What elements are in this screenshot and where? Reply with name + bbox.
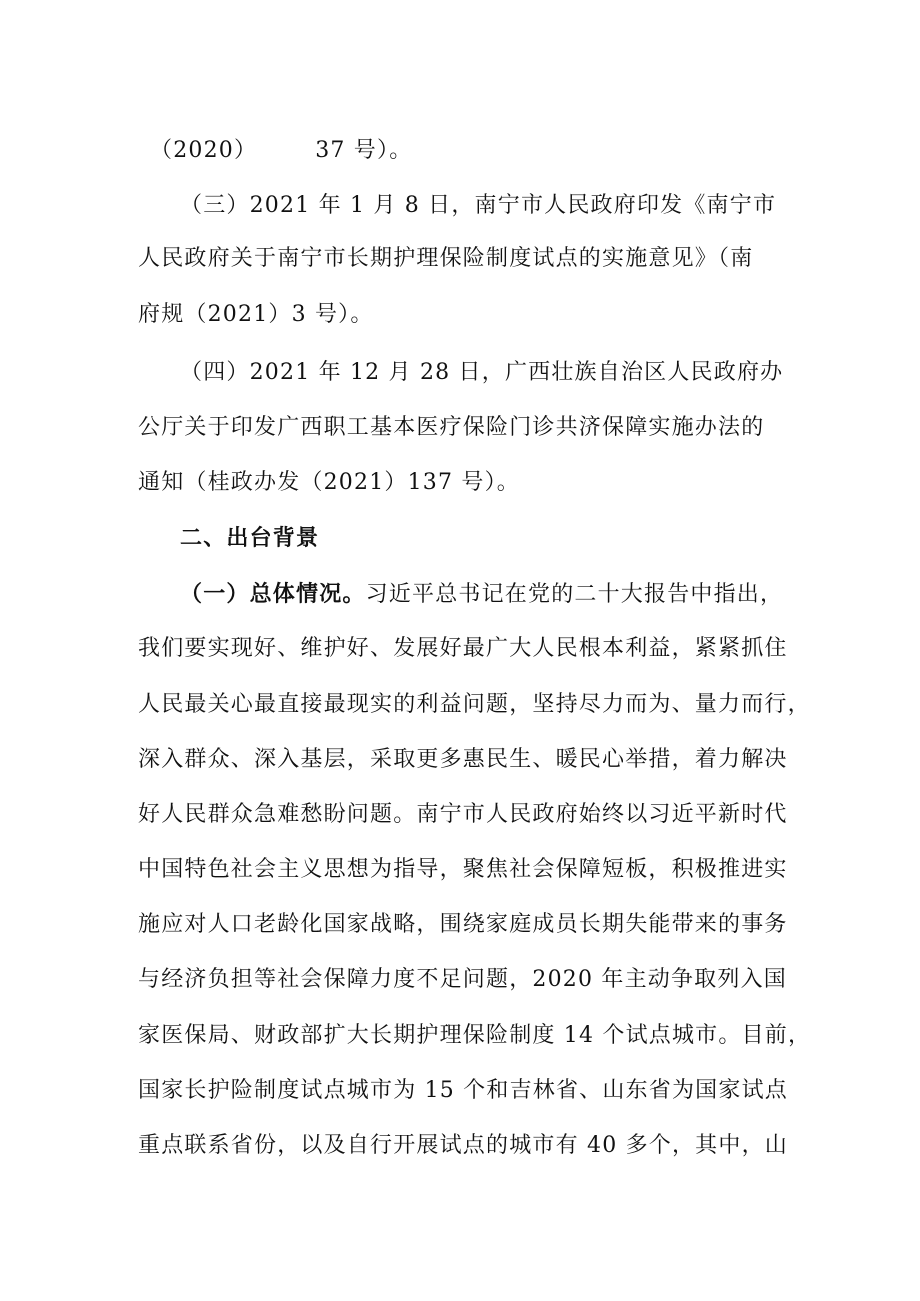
paragraph-line: 好人民群众急难愁盼问题。南宁市人民政府始终以习近平新时代 — [138, 802, 788, 827]
paragraph-line: （四）2021 年 12 月 28 日，广西壮族自治区人民政府办 — [180, 360, 784, 385]
paragraph-line: （三）2021 年 1 月 8 日，南宁市人民政府印发《南宁市 — [180, 193, 777, 218]
paragraph-line: 国家长护险制度试点城市为 15 个和吉林省、山东省为国家试点 — [138, 1078, 788, 1103]
subsection-title: （一）总体情况。 — [180, 581, 366, 607]
paragraph-line: 人民政府关于南宁市长期护理保险制度试点的实施意见》（南 — [138, 246, 754, 271]
paragraph-line: 通知（桂政办发（2021）137 号）。 — [138, 470, 520, 495]
paragraph-line — [150, 136, 412, 166]
paragraph-line: 家医保局、财政部扩大长期护理保险制度 14 个试点城市。目前， — [138, 1023, 812, 1048]
paragraph-line: 重点联系省份，以及自行开展试点的城市有 40 多个，其中，山 — [138, 1133, 788, 1158]
paragraph-line: 中国特色社会主义思想为指导，聚焦社会保障短板，积极推进实 — [138, 857, 788, 882]
paragraph-line: 人民最关心最直接最现实的利益问题，坚持尽力而为、量力而行， — [138, 692, 811, 717]
paragraph-line: 与经济负担等社会保障力度不足问题，2020 年主动争取列入国 — [138, 967, 787, 992]
section-heading: 二、出台背景 — [180, 525, 320, 551]
paragraph-text: 习近平总书记在党的二十大报告中指出， — [365, 582, 784, 607]
paragraph-line: 深入群众、深入基层，采取更多惠民生、暖民心举措，着力解决 — [138, 747, 788, 772]
paragraph-line: 府规（2021）3 号）。 — [138, 302, 374, 327]
paragraph-line: 我们要实现好、维护好、发展好最广大人民根本利益，紧紧抓住 — [138, 636, 788, 661]
paragraph-line — [180, 579, 783, 610]
doc-year-ref: （2020） — [150, 138, 258, 163]
paragraph-line: 公厅关于印发广西职工基本医疗保险门诊共济保障实施办法的 — [138, 415, 765, 440]
paragraph-line: 施应对人口老龄化国家战略，围绕家庭成员长期失能带来的事务 — [138, 912, 788, 937]
doc-number-ref: 37 号）。 — [315, 138, 413, 163]
